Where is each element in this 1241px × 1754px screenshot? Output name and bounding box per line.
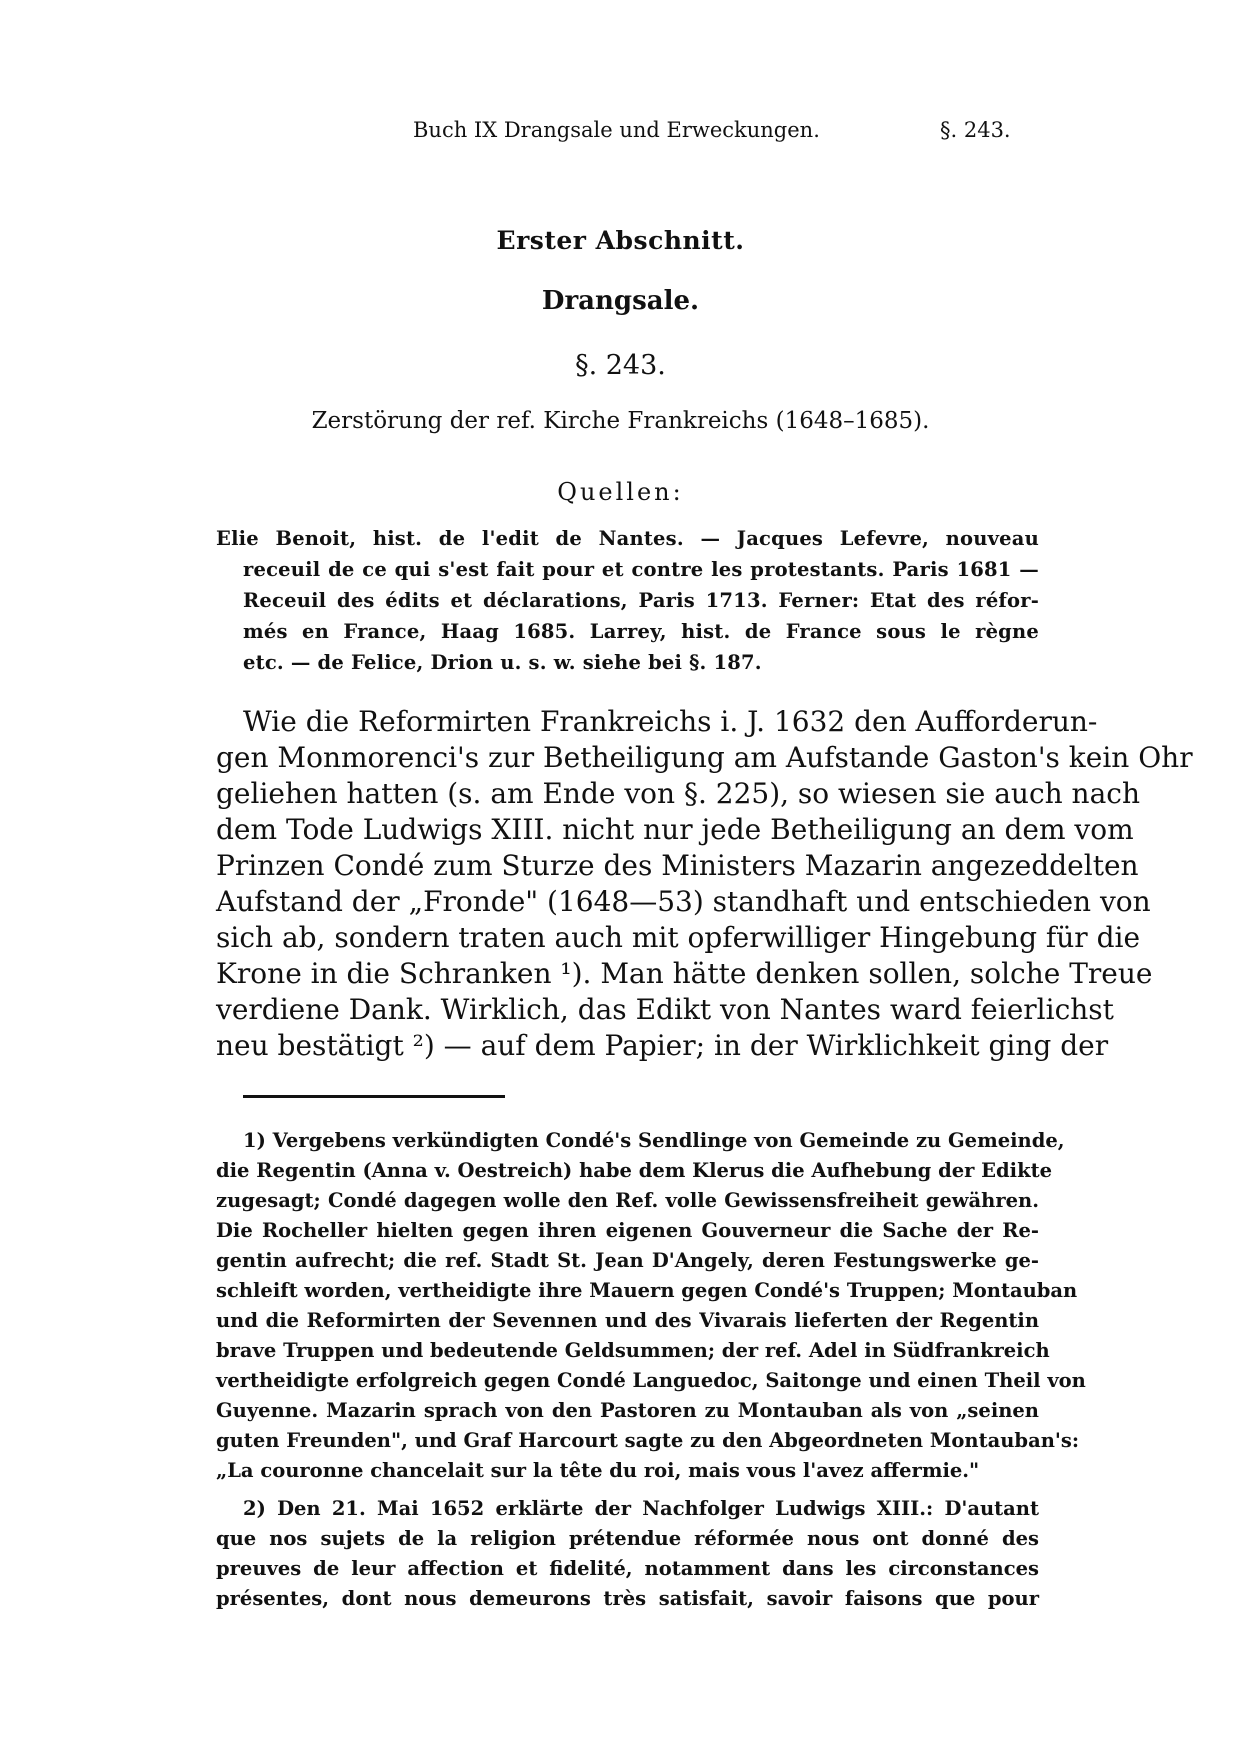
- source-line: receuil de ce qui s'est fait pour et contre les protestants. Paris 1681 —: [243, 558, 1039, 581]
- footnote-line: que nos sujets de la religion prétendue réformée nous ont donné des: [216, 1527, 1039, 1550]
- section-reference: §. 243.: [940, 118, 1011, 142]
- footnote-line: vertheidigte erfolgreich gegen Condé Languedoc, Saitonge und einen Theil von: [216, 1369, 1086, 1392]
- footnote-line: „La couronne chancelait sur la tête du roi, mais vous l'avez affermie.": [216, 1459, 980, 1482]
- footnote-line: Guyenne. Mazarin sprach von den Pastoren zu Montauban als von „seinen: [216, 1399, 1039, 1422]
- running-title: Buch IX Drangsale und Erweckungen.: [413, 118, 820, 142]
- division-heading: Erster Abschnitt.: [496, 226, 745, 255]
- source-line: etc. — de Felice, Drion u. s. w. siehe bei §. 187.: [243, 651, 762, 674]
- footnote-line: und die Reformirten der Sevennen und des Vivarais lieferten der Regentin: [216, 1309, 1039, 1332]
- body-line: gen Monmorenci's zur Betheiligung am Aufstande Gaston's kein Ohr: [216, 741, 1193, 774]
- body-line: Krone in die Schranken ¹). Man hätte denken sollen, solche Treue: [216, 957, 1153, 990]
- body-line: dem Tode Ludwigs XIII. nicht nur jede Betheiligung an dem vom: [216, 813, 1134, 846]
- sources-heading: Quellen:: [557, 478, 684, 506]
- footnote-line: brave Truppen und bedeutende Geldsummen; der ref. Adel in Südfrankreich: [216, 1339, 1050, 1362]
- footnote-separator: [243, 1095, 505, 1098]
- footnote-line: Die Rocheller hielten gegen ihren eigenen Gouverneur die Sache der Re-: [216, 1219, 1039, 1242]
- footnote-line: 2) Den 21. Mai 1652 erklärte der Nachfolger Ludwigs XIII.: D'autant: [243, 1497, 1039, 1520]
- paragraph-number: §. 243.: [575, 350, 666, 381]
- source-line: Elie Benoit, hist. de l'edit de Nantes. — Jacques Lefevre, nouveau: [216, 527, 1039, 550]
- footnote-line: preuves de leur affection et fidelité, notamment dans les circonstances: [216, 1557, 1039, 1580]
- footnote-line: schleift worden, vertheidigte ihre Mauern gegen Condé's Truppen; Montauban: [216, 1279, 1078, 1302]
- footnote-line: zugesagt; Condé dagegen wolle den Ref. volle Gewissensfreiheit gewähren.: [216, 1189, 1039, 1212]
- section-subtitle: Zerstörung der ref. Kirche Frankreichs (1648–1685).: [311, 408, 930, 434]
- footnote-line: 1) Vergebens verkündigten Condé's Sendlinge von Gemeinde zu Gemeinde,: [243, 1129, 1065, 1152]
- topic-heading: Drangsale.: [541, 286, 700, 316]
- body-line: Aufstand der „Fronde" (1648—53) standhaft und entschieden von: [216, 885, 1151, 918]
- source-line: més en France, Haag 1685. Larrey, hist. de France sous le règne: [243, 620, 1039, 643]
- body-line: Wie die Reformirten Frankreichs i. J. 1632 den Aufforderun-: [243, 705, 1098, 738]
- footnote-line: die Regentin (Anna v. Oestreich) habe dem Klerus die Aufhebung der Edikte: [216, 1159, 1053, 1182]
- body-line: geliehen hatten (s. am Ende von §. 225), so wiesen sie auch nach: [216, 777, 1140, 810]
- footnote-line: présentes, dont nous demeurons très satisfait, savoir faisons que pour: [216, 1587, 1039, 1610]
- footnote-line: gentin aufrecht; die ref. Stadt St. Jean D'Angely, deren Festungswerke ge-: [216, 1249, 1039, 1272]
- body-line: verdiene Dank. Wirklich, das Edikt von Nantes ward feierlichst: [216, 993, 1114, 1026]
- body-line: sich ab, sondern traten auch mit opferwilliger Hingebung für die: [216, 921, 1141, 954]
- body-line: neu bestätigt ²) — auf dem Papier; in der Wirklichkeit ging der: [216, 1029, 1109, 1062]
- footnote-line: guten Freunden", und Graf Harcourt sagte zu den Abgeordneten Montauban's:: [216, 1429, 1080, 1452]
- body-line: Prinzen Condé zum Sturze des Ministers Mazarin angezeddelten: [216, 849, 1139, 882]
- source-line: Receuil des édits et déclarations, Paris 1713. Ferner: Etat des réfor-: [243, 589, 1039, 612]
